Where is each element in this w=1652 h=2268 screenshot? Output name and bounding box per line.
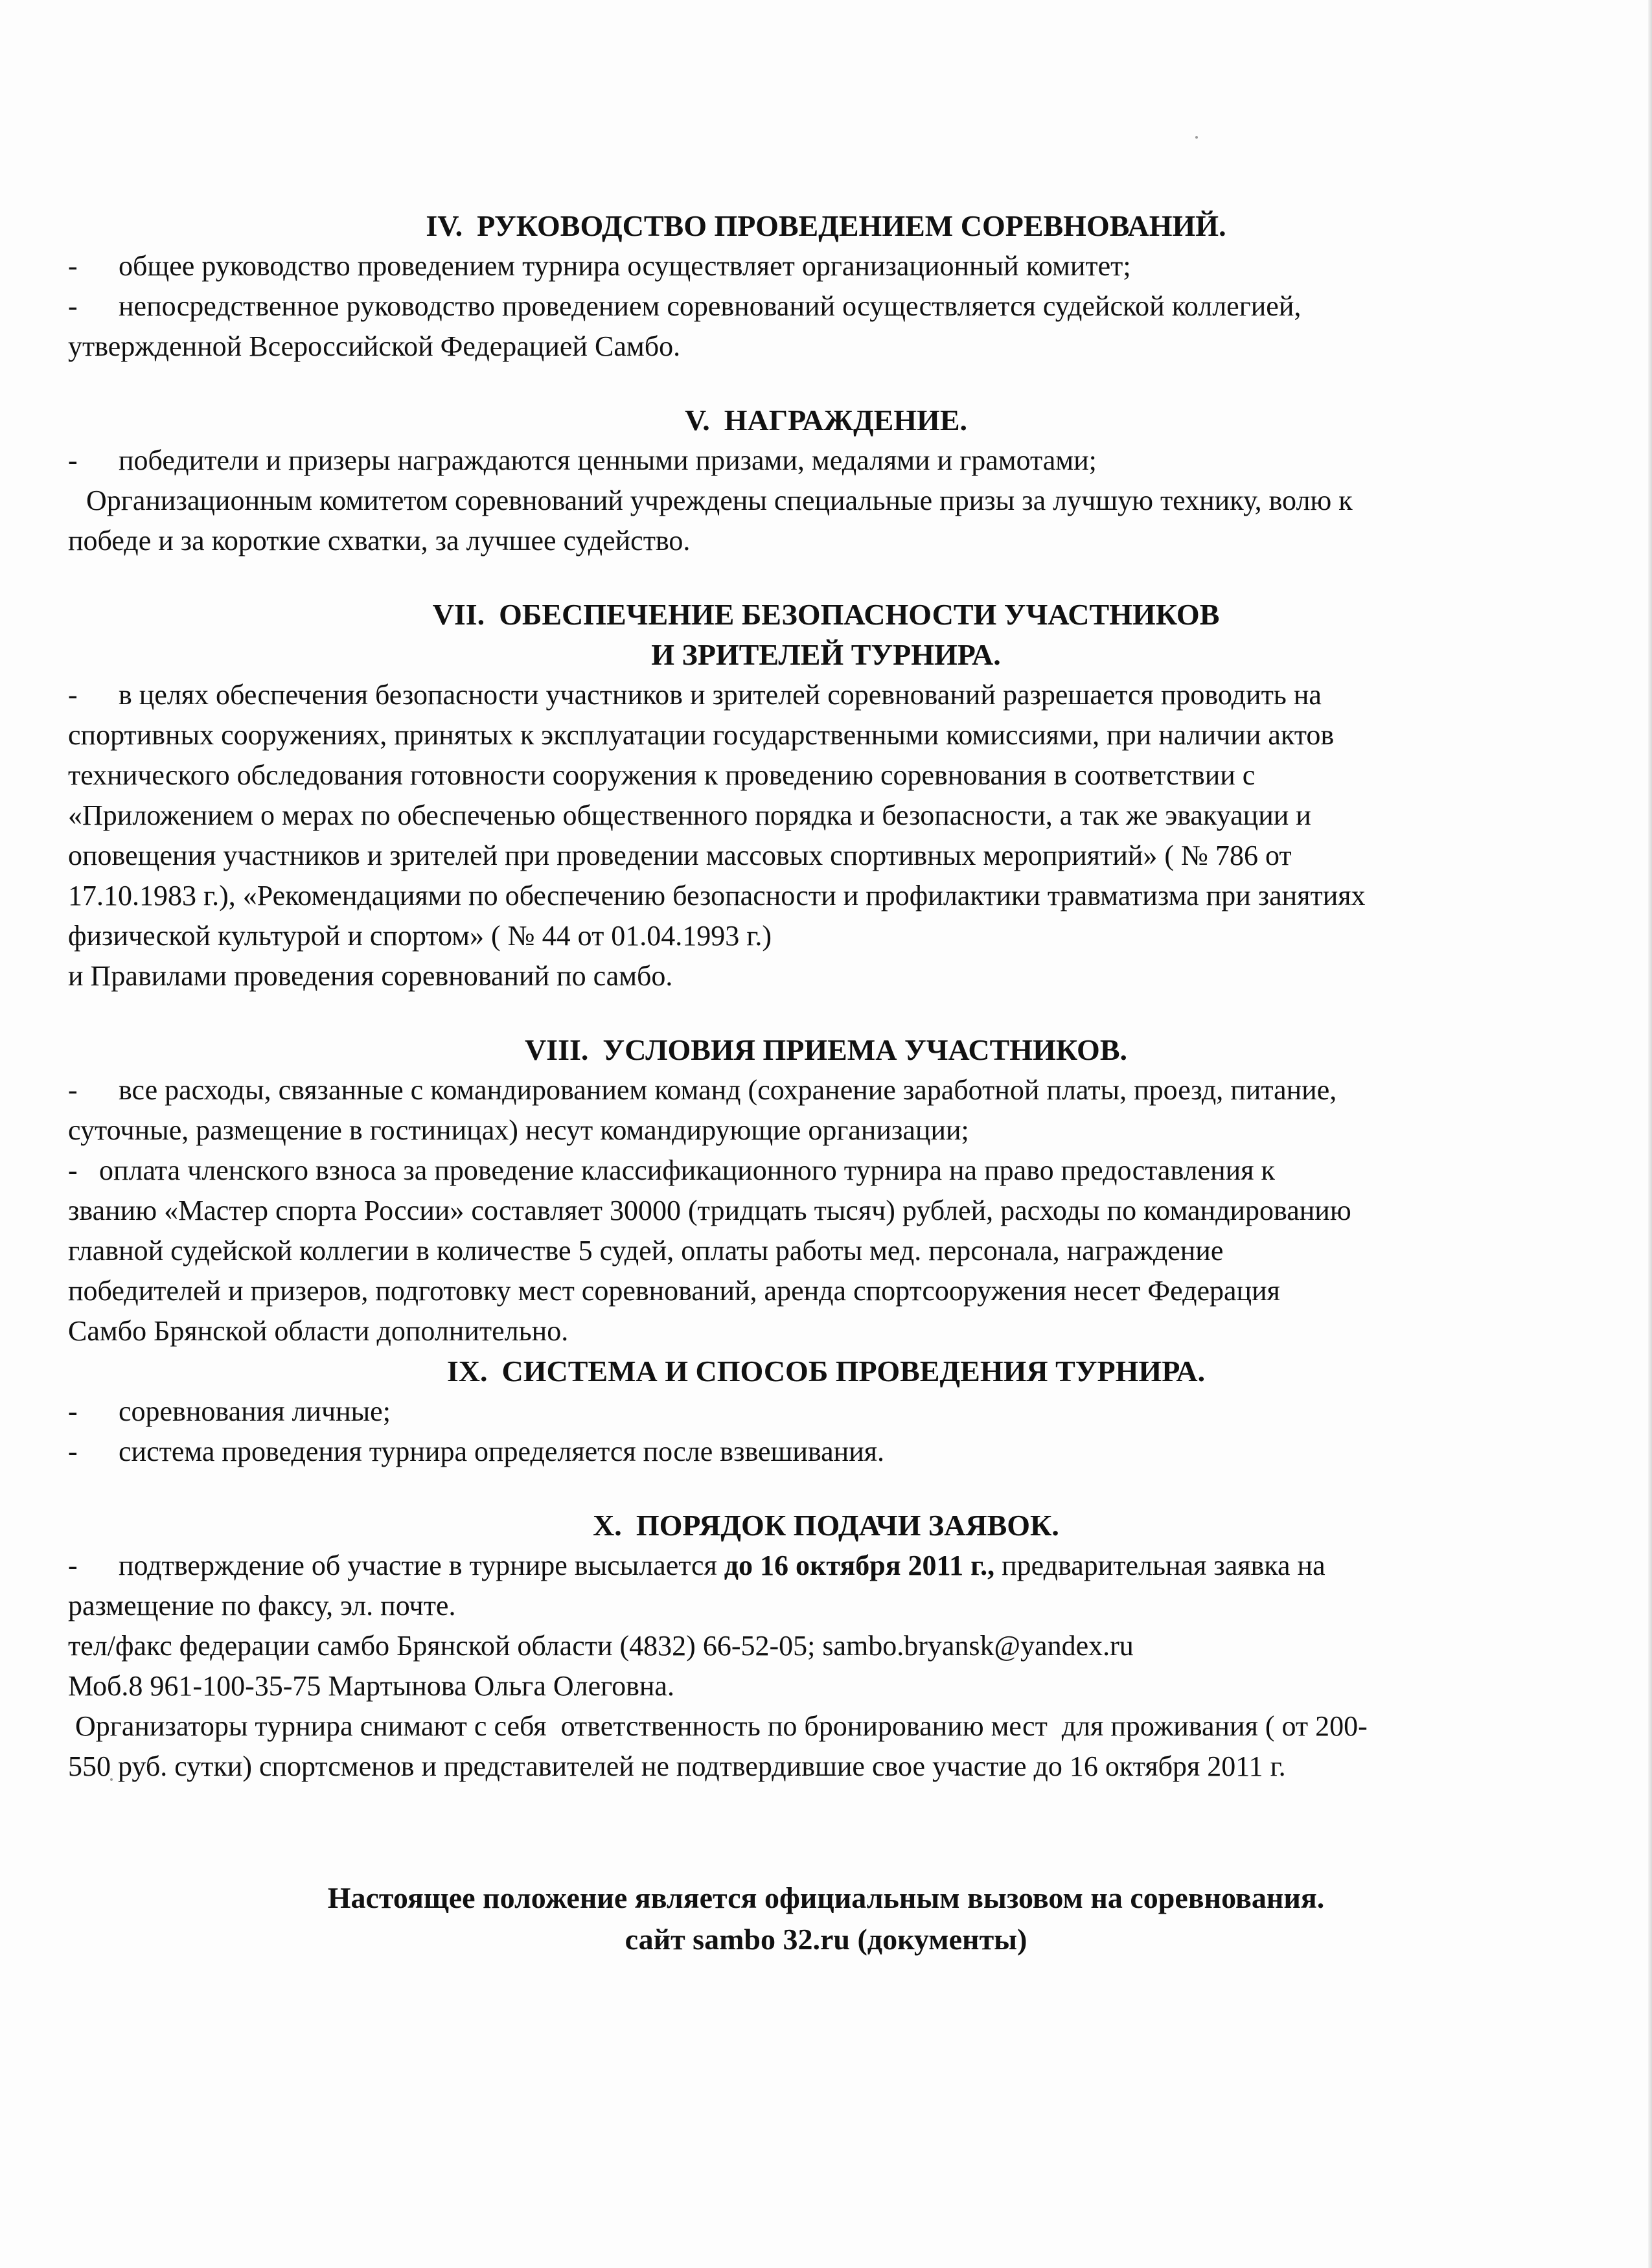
section-heading-continued: И ЗРИТЕЛЕЙ ТУРНИРА. <box>651 638 1001 671</box>
bullet-dash: - <box>68 1074 78 1106</box>
item-text: технического обследования готовности сооружения к проведению соревнования в соответствии с <box>68 759 1256 791</box>
section-awards <box>68 400 1584 561</box>
item-text: суточные, размещение в гостиницах) несут командирующие организации; <box>68 1114 969 1146</box>
item-text: спортивных сооружениях, принятых к эксплуатации государственными комиссиями, при наличии актов <box>68 719 1335 751</box>
list-item <box>68 1151 1584 1191</box>
item-text: 17.10.1983 г.), «Рекомендациями по обеспечению безопасности и профилактики травматизма при занятиях <box>68 880 1366 911</box>
item-text: Моб.8 961-100-35-75 Мартынова Ольга Олеговна. <box>68 1670 674 1702</box>
item-text: система проведения турнира определяется после взвешивания. <box>119 1436 884 1467</box>
section-number: X. <box>593 1509 622 1542</box>
section-number: IV. <box>426 209 463 242</box>
section-management <box>68 206 1584 367</box>
item-text: победители и призеры награждаются ценными призами, медалями и грамотами; <box>119 444 1097 476</box>
item-text: Организационным комитетом соревнований учреждены специальные призы за лучшую технику, волю к <box>86 485 1353 516</box>
closing-statement: Настоящее положение является официальным вызовом на соревнования. <box>327 1881 1325 1914</box>
list-item <box>68 1747 1584 1787</box>
list-item <box>68 836 1584 876</box>
item-text: подтверждение об участие в турнире высылается <box>119 1550 724 1581</box>
section-number: V. <box>684 404 710 437</box>
list-item <box>68 286 1584 326</box>
item-text: «Приложением о мерах по обеспеченью общественного порядка и безопасности, а так же эвакуации и <box>68 799 1311 831</box>
item-text: Организаторы турнира снимают с себя ответственность по бронированию мест для проживания ( от 200- <box>68 1710 1368 1742</box>
bullet-dash: - <box>68 290 78 322</box>
item-text: размещение по факсу, эл. почте. <box>68 1590 456 1621</box>
item-text: физической культурой и спортом» ( № 44 от 01.04.1993 г.) <box>68 920 772 952</box>
bullet-dash: - <box>68 679 78 711</box>
section-title: ОБЕСПЕЧЕНИЕ БЕЗОПАСНОСТИ УЧАСТНИКОВ <box>499 598 1220 631</box>
section-title: ПОРЯДОК ПОДАЧИ ЗАЯВОК. <box>636 1509 1059 1542</box>
document-body <box>68 206 1584 1960</box>
list-item <box>68 876 1584 916</box>
list-item <box>68 1231 1584 1271</box>
website-reference: сайт sambo 32.ru (документы) <box>625 1923 1027 1956</box>
list-item: - подтверждение об участие в турнире высылается до 16 октября 2011 г., предварительная заявка на <box>68 1550 1325 1581</box>
item-text: 550 руб. сутки) спортсменов и представителей не подтвердившие свое участие до 16 октября 2011 г. <box>68 1750 1286 1782</box>
list-item <box>68 326 1584 367</box>
list-item <box>68 1706 1584 1747</box>
item-text: тел/факс федерации самбо Брянской области (4832) 66-52-05; sambo.bryansk@yandex.ru <box>68 1630 1134 1662</box>
bullet-dash: - <box>68 250 78 282</box>
section-heading <box>68 400 1584 441</box>
item-text: непосредственное руководство проведением соревнований осуществляется судейской коллегией, <box>119 290 1302 322</box>
list-item <box>68 755 1584 796</box>
item-text: предварительная заявка на <box>994 1550 1325 1581</box>
list-item <box>68 1271 1584 1311</box>
item-text: в целях обеспечения безопасности участников и зрителей соревнований разрешается проводить на <box>119 679 1322 711</box>
list-item <box>68 1110 1584 1151</box>
section-applications <box>68 1506 1584 1787</box>
section-title: НАГРАЖДЕНИЕ. <box>724 404 968 437</box>
list-item <box>68 1392 1584 1432</box>
list-item <box>68 675 1584 715</box>
list-item <box>68 521 1584 561</box>
list-item <box>68 441 1584 481</box>
item-text: и Правилами проведения соревнований по самбо. <box>68 960 673 992</box>
list-item <box>68 1586 1584 1626</box>
section-heading <box>68 1506 1584 1546</box>
section-title: СИСТЕМА И СПОСОБ ПРОВЕДЕНИЯ ТУРНИРА. <box>501 1355 1206 1388</box>
item-text: оповещения участников и зрителей при проведении массовых спортивных мероприятий» ( № 786 от <box>68 840 1292 871</box>
list-item <box>68 246 1584 286</box>
list-item <box>68 1070 1584 1110</box>
bullet-dash: - <box>68 1395 78 1427</box>
section-safety <box>68 595 1584 996</box>
item-text: Самбо Брянской области дополнительно. <box>68 1315 569 1347</box>
item-text: общее руководство проведением турнира осуществляет организационный комитет; <box>119 250 1131 282</box>
section-system <box>68 1351 1584 1472</box>
section-number: VII. <box>432 598 485 631</box>
section-heading <box>68 1030 1584 1070</box>
contact-mobile <box>68 1666 1584 1706</box>
deadline-date: до 16 октября 2011 г., <box>724 1550 995 1581</box>
item-text: званию «Мастер спорта России» составляет 30000 (тридцать тысяч) рублей, расходы по командированию <box>68 1195 1351 1226</box>
item-text: утвержденной Всероссийской Федерацией Самбо. <box>68 330 681 362</box>
list-item <box>68 916 1584 956</box>
scan-edge <box>1648 0 1652 2268</box>
item-text: соревнования личные; <box>119 1395 391 1427</box>
section-title: РУКОВОДСТВО ПРОВЕДЕНИЕМ СОРЕВНОВАНИЙ. <box>477 209 1226 242</box>
list-item <box>68 796 1584 836</box>
bullet-dash: - <box>68 1436 78 1467</box>
list-item <box>68 956 1584 996</box>
section-title: УСЛОВИЯ ПРИЕМА УЧАСТНИКОВ. <box>602 1033 1128 1066</box>
bullet-dash: - <box>68 444 78 476</box>
item-text: оплата членского взноса за проведение классификационного турнира на право предоставления к <box>99 1154 1275 1186</box>
list-item <box>68 481 1584 521</box>
section-participation-conditions <box>68 1030 1584 1351</box>
section-number: VIII. <box>524 1033 589 1066</box>
item-text: победе и за короткие схватки, за лучшее судейство. <box>68 525 691 556</box>
scan-speck <box>1195 136 1198 139</box>
list-item <box>68 715 1584 755</box>
section-heading <box>68 206 1584 246</box>
section-heading <box>68 595 1584 635</box>
section-number: IX. <box>446 1355 488 1388</box>
list-item <box>68 1432 1584 1472</box>
section-heading <box>68 1351 1584 1392</box>
bullet-dash: - <box>68 1154 78 1186</box>
list-item <box>68 1311 1584 1351</box>
item-text: главной судейской коллегии в количестве 5 судей, оплаты работы мед. персонала, награждение <box>68 1235 1224 1266</box>
item-text: победителей и призеров, подготовку мест соревнований, аренда спортсооружения несет Федерация <box>68 1275 1280 1307</box>
list-item <box>68 1191 1584 1231</box>
contact-phone-fax <box>68 1626 1584 1666</box>
item-text: все расходы, связанные с командированием команд (сохранение заработной платы, проезд, питание, <box>119 1074 1337 1106</box>
